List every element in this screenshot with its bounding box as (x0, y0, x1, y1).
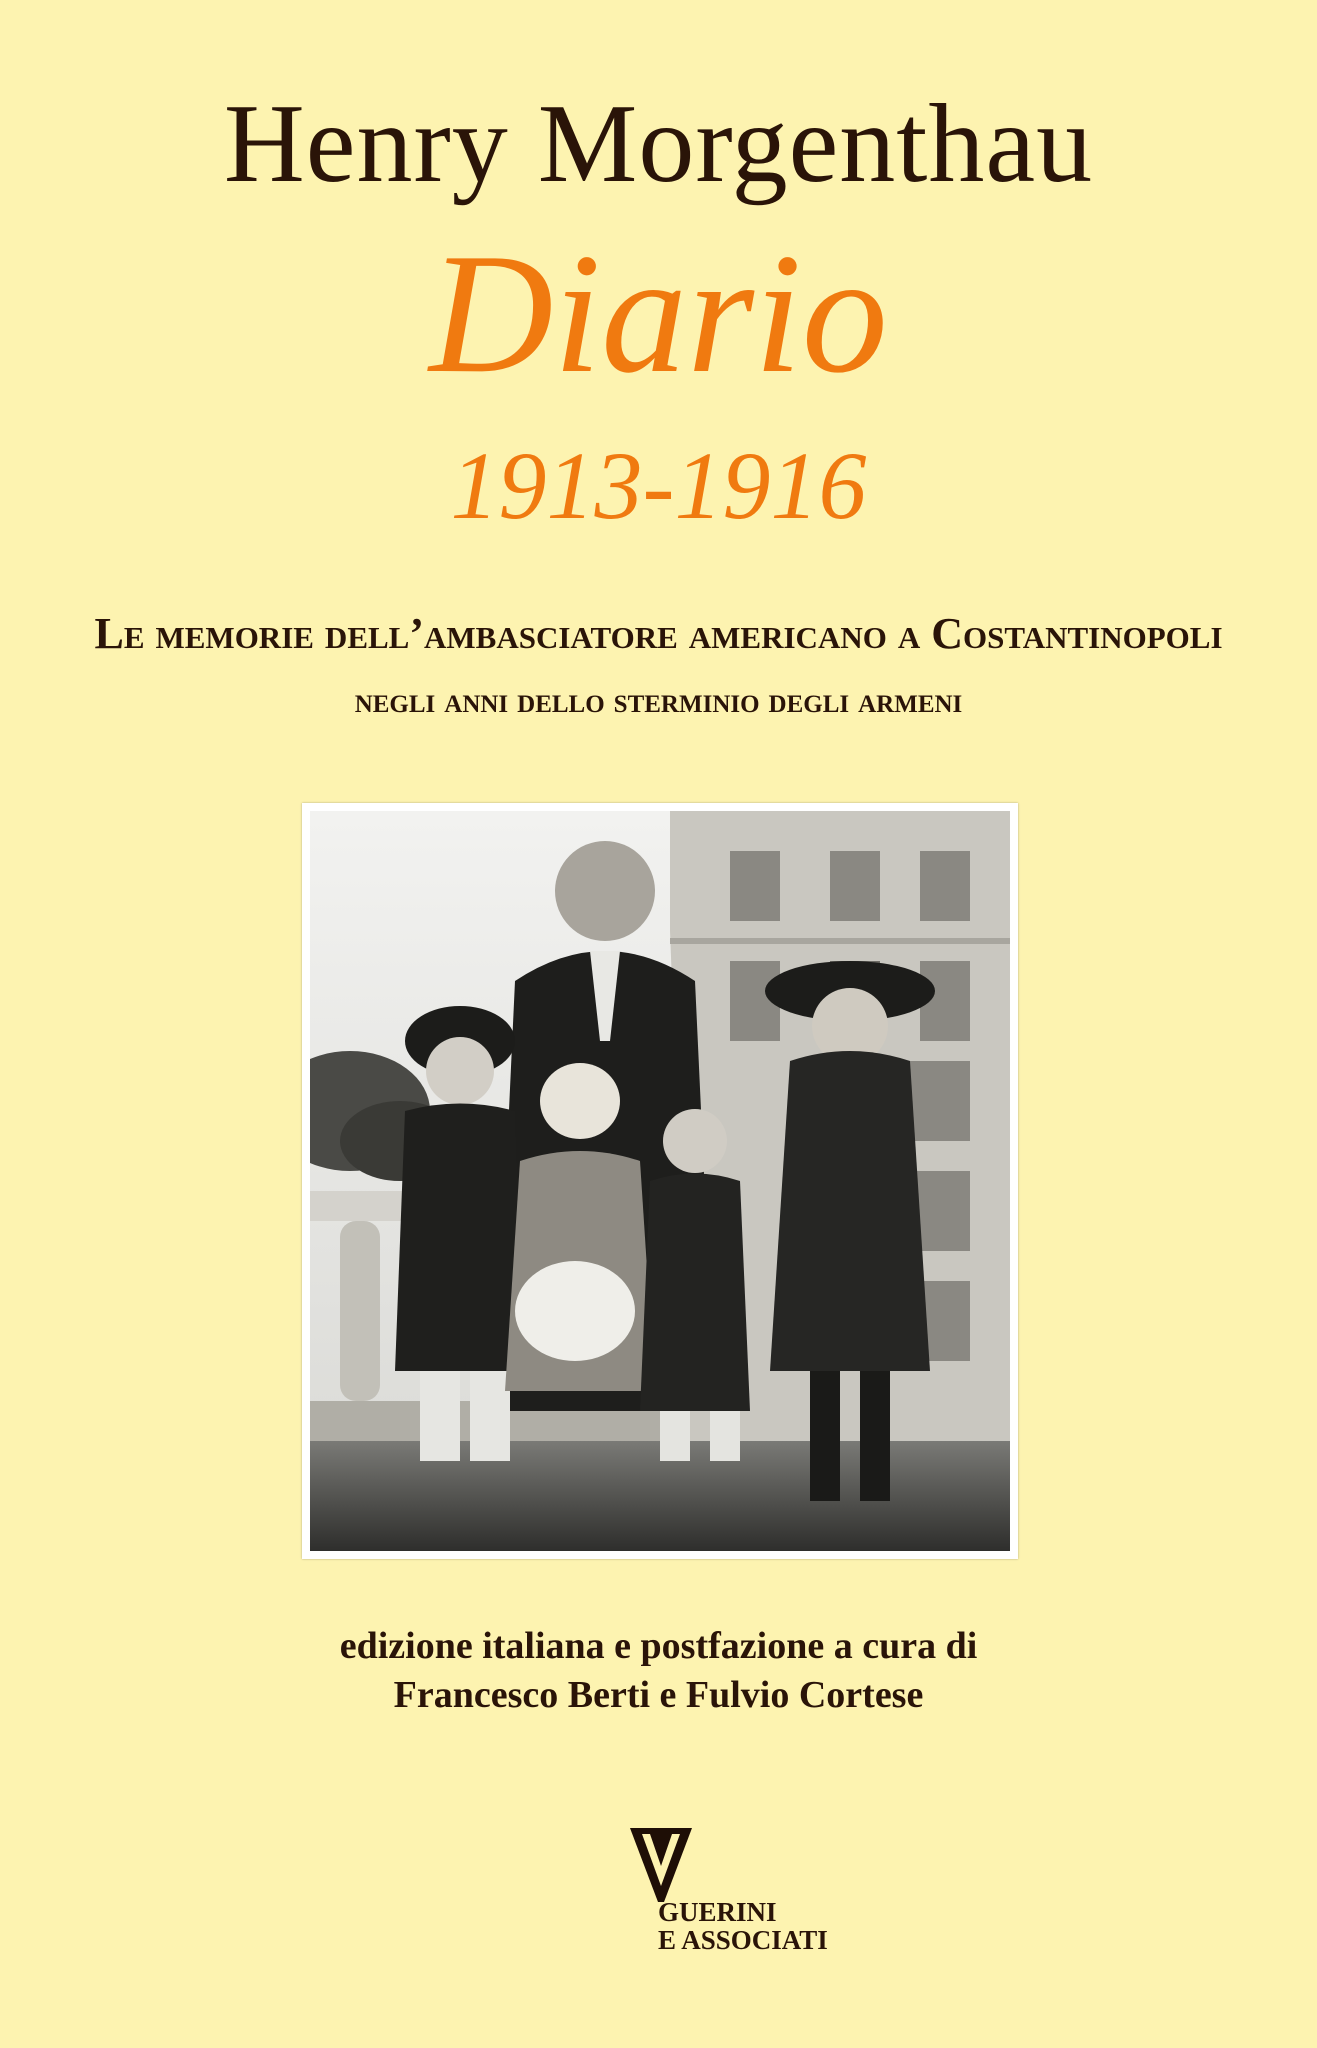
book-years: 1913-1916 (450, 432, 867, 539)
editor-credit-line-1: edizione italiana e postfazione a cura di (339, 1625, 978, 1667)
publisher-line-1: GUERINI (658, 1897, 777, 1927)
editor-credit-line-2: Francesco Berti e Fulvio Cortese (393, 1674, 924, 1716)
author-name: Henry Morgenthau (223, 82, 1094, 206)
subtitle-line-1: Le memorie dell’ambasciatore americano a Costantinopoli (94, 609, 1223, 658)
book-title: Diario (429, 219, 888, 409)
publisher-name (658, 1898, 828, 1955)
publisher-line-2: E ASSOCIATI (658, 1925, 828, 1956)
publisher-v-logo-icon (630, 1828, 692, 1902)
cover-photograph (302, 803, 1018, 1559)
subtitle-line-2: negli anni dello sterminio degli armeni (354, 680, 963, 720)
family-photograph-icon (310, 811, 1010, 1551)
